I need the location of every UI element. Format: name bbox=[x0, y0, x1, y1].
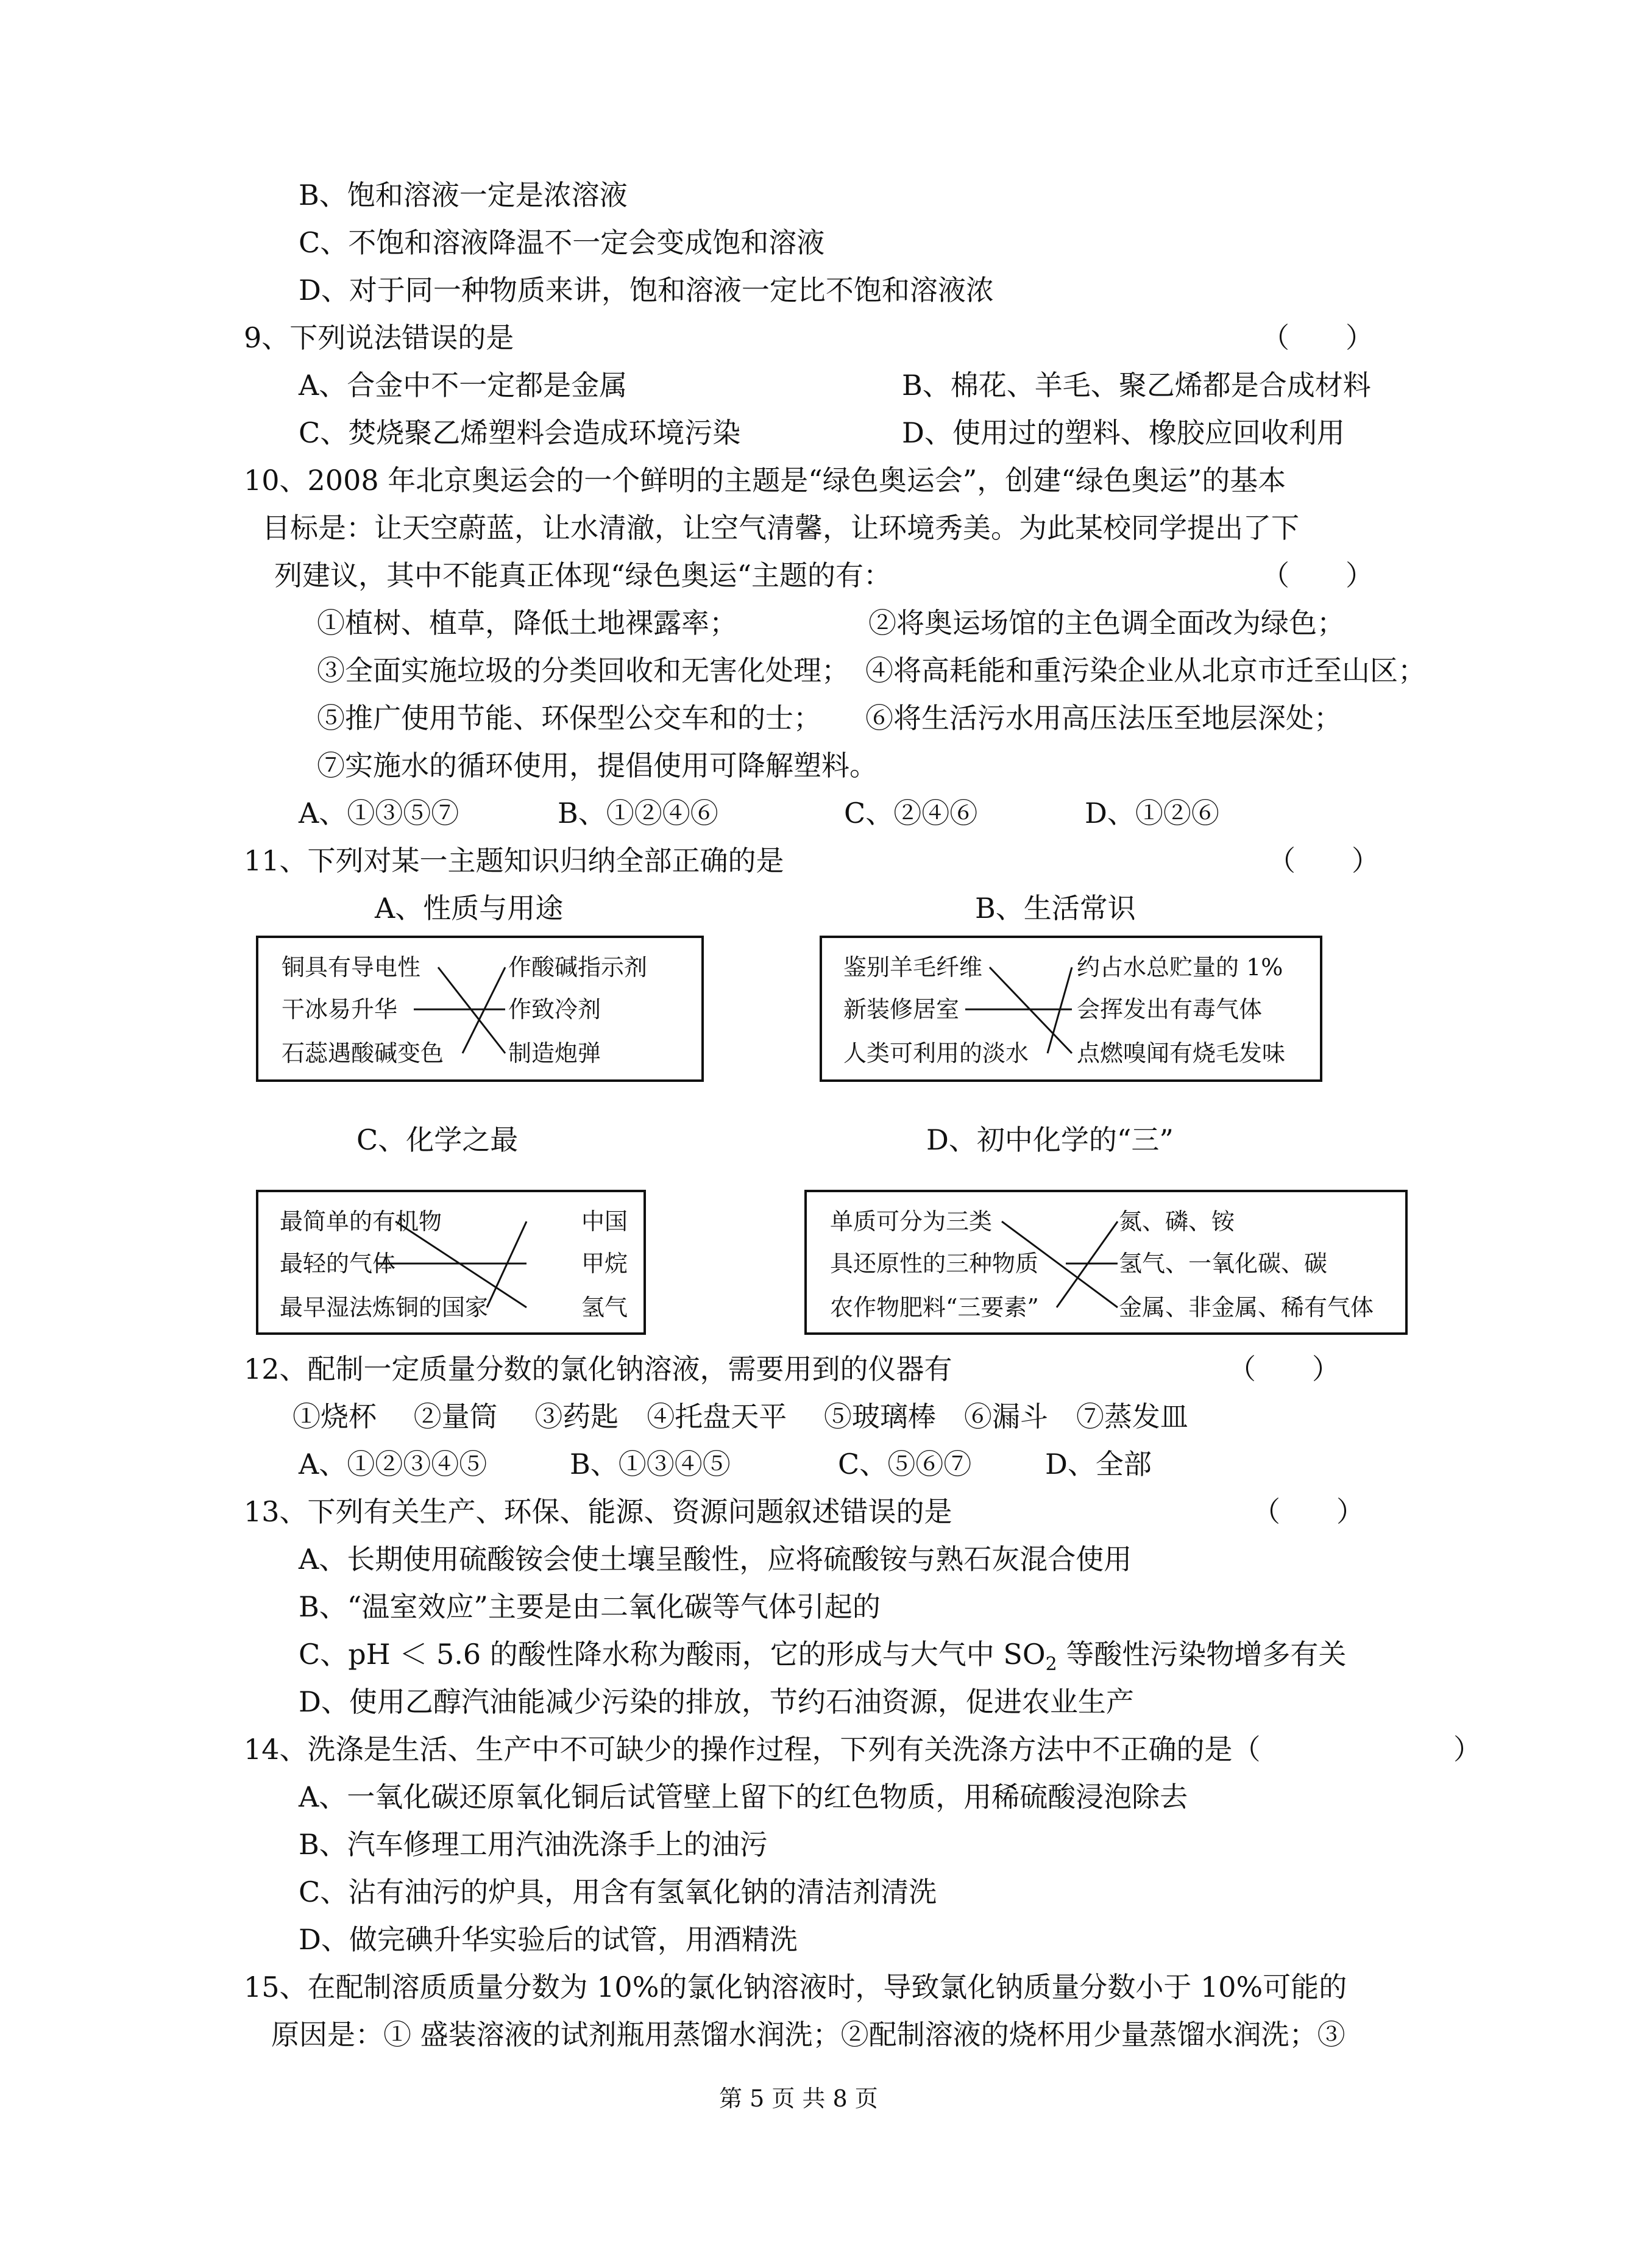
q11-box-b bbox=[820, 936, 1322, 1082]
q11-a-left-1: 铜具有导电性 bbox=[282, 954, 421, 981]
q11-b-right-1: 约占水总贮量的 1% bbox=[1077, 954, 1283, 981]
q9-option-c: C、焚烧聚乙烯塑料会造成环境污染 bbox=[299, 416, 741, 449]
q11-b-left-2: 新装修居室 bbox=[843, 996, 960, 1023]
q13-option-a: A、长期使用硫酸铵会使土壤呈酸性，应将硫酸铵与熟石灰混合使用 bbox=[299, 1543, 1132, 1576]
q10-item-4: ④将高耗能和重污染企业从北京市迁至山区； bbox=[865, 654, 1426, 687]
q10-option-b: B、①②④⑥ bbox=[558, 797, 718, 830]
q10-item-1: ①植树、植草，降低土地裸露率； bbox=[317, 606, 737, 639]
q11-b-left-1: 鉴别羊毛纤维 bbox=[843, 954, 983, 981]
q11-box-d bbox=[804, 1190, 1408, 1335]
q10-option-a: A、①③⑤⑦ bbox=[299, 797, 459, 830]
q9-stem: 9、下列说法错误的是 bbox=[244, 321, 514, 354]
q13-stem: 13、下列有关生产、环保、能源、资源问题叙述错误的是 bbox=[244, 1495, 952, 1528]
q13-option-c bbox=[299, 1636, 1346, 1683]
q10-stem-line3: 列建议，其中不能真正体现“绿色奥运“主题的有： bbox=[274, 559, 892, 592]
q11-box-a-title: A、性质与用途 bbox=[375, 892, 564, 925]
q9-answer-paren: （ ） bbox=[1261, 321, 1374, 354]
q14-option-b: B、汽车修理工用汽油洗涤手上的油污 bbox=[299, 1828, 768, 1861]
q11-d-right-3: 金属、非金属、稀有气体 bbox=[1119, 1294, 1374, 1321]
q11-box-c bbox=[256, 1190, 646, 1335]
q11-b-left-3: 人类可利用的淡水 bbox=[843, 1040, 1029, 1067]
q13-option-c-subscript: 2 bbox=[1045, 1654, 1057, 1676]
q11-box-b-title: B、生活常识 bbox=[975, 892, 1136, 925]
q13-option-c-text-end: 等酸性污染物增多有关 bbox=[1057, 1638, 1347, 1671]
q9-option-b: B、棉花、羊毛、聚乙烯都是合成材料 bbox=[902, 369, 1371, 402]
q9-option-d: D、使用过的塑料、橡胶应回收利用 bbox=[902, 416, 1345, 449]
q14-answer-paren-close: ） bbox=[1453, 1733, 1481, 1766]
q12-stem: 12、配制一定质量分数的氯化钠溶液，需要用到的仪器有 bbox=[244, 1353, 952, 1385]
q11-answer-paren: （ ） bbox=[1268, 844, 1380, 877]
q11-a-left-2: 干冰易升华 bbox=[282, 996, 398, 1023]
q13-option-c-text: C、pH ＜ 5.6 的酸性降水称为酸雨，它的形成与大气中 SO bbox=[299, 1638, 1046, 1671]
q12-option-b: B、①③④⑤ bbox=[570, 1448, 731, 1481]
q11-d-right-2: 氢气、一氧化碳、碳 bbox=[1119, 1250, 1328, 1277]
q8-option-d: D、对于同一种物质来讲，饱和溶液一定比不饱和溶液浓 bbox=[299, 274, 994, 307]
q12-answer-paren: （ ） bbox=[1228, 1353, 1340, 1385]
q11-box-d-title: D、初中化学的“三” bbox=[926, 1123, 1174, 1156]
q12-items: ①烧杯 ②量筒 ③药匙 ④托盘天平 ⑤玻璃棒 ⑥漏斗 ⑦蒸发皿 bbox=[292, 1400, 1188, 1433]
q11-c-left-1: 最简单的有机物 bbox=[280, 1208, 442, 1235]
q11-a-right-1: 作酸碱指示剂 bbox=[508, 954, 648, 981]
q10-item-3: ③全面实施垃圾的分类回收和无害化处理； bbox=[317, 654, 849, 687]
page-footer: 第 5 页 共 8 页 bbox=[719, 2085, 878, 2112]
q11-b-right-2: 会挥发出有毒气体 bbox=[1077, 996, 1263, 1023]
q10-stem-line2: 目标是：让天空蔚蓝，让水清澈，让空气清馨，让环境秀美。为此某校同学提出了下 bbox=[262, 511, 1299, 544]
q14-option-a: A、一氧化碳还原氧化铜后试管壁上留下的红色物质，用稀硫酸浸泡除去 bbox=[299, 1780, 1188, 1813]
q14-option-c: C、沾有油污的炉具，用含有氢氧化钠的清洁剂清洗 bbox=[299, 1875, 937, 1908]
q11-c-left-2: 最轻的气体 bbox=[280, 1250, 396, 1277]
q13-answer-paren: （ ） bbox=[1252, 1495, 1364, 1528]
q10-answer-paren: （ ） bbox=[1261, 559, 1374, 592]
q12-option-a: A、①②③④⑤ bbox=[299, 1448, 488, 1481]
q11-a-right-3: 制造炮弹 bbox=[508, 1040, 601, 1067]
q8-option-b: B、饱和溶液一定是浓溶液 bbox=[299, 179, 628, 212]
q11-stem: 11、下列对某一主题知识归纳全部正确的是 bbox=[244, 844, 784, 877]
q11-box-a bbox=[256, 936, 704, 1082]
q10-option-d: D、①②⑥ bbox=[1085, 797, 1219, 830]
q11-a-right-2: 作致冷剂 bbox=[508, 996, 601, 1023]
q11-d-left-1: 单质可分为三类 bbox=[830, 1208, 993, 1235]
q14-stem: 14、洗涤是生活、生产中不可缺少的操作过程，下列有关洗涤方法中不正确的是（ bbox=[244, 1733, 1261, 1766]
q12-option-d: D、全部 bbox=[1045, 1448, 1152, 1481]
q10-item-2: ②将奥运场馆的主色调全面改为绿色； bbox=[868, 606, 1345, 639]
q10-item-6: ⑥将生活污水用高压法压至地层深处； bbox=[865, 702, 1342, 734]
q11-c-right-3: 氢气 bbox=[581, 1294, 628, 1321]
q11-box-c-title: C、化学之最 bbox=[356, 1123, 519, 1156]
q8-option-c: C、不饱和溶液降温不一定会变成饱和溶液 bbox=[299, 226, 825, 259]
q11-b-right-3: 点燃嗅闻有烧毛发味 bbox=[1077, 1040, 1286, 1067]
q10-item-7: ⑦实施水的循环使用，提倡使用可降解塑料。 bbox=[317, 749, 878, 782]
q11-a-left-3: 石蕊遇酸碱变色 bbox=[282, 1040, 444, 1067]
q14-option-d: D、做完碘升华实验后的试管，用酒精洗 bbox=[299, 1923, 798, 1956]
q11-d-right-1: 氮、磷、铵 bbox=[1119, 1208, 1235, 1235]
q13-option-d: D、使用乙醇汽油能减少污染的排放，节约石油资源，促进农业生产 bbox=[299, 1685, 1134, 1718]
q15-stem-line1: 15、在配制溶质质量分数为 10%的氯化钠溶液时，导致氯化钠质量分数小于 10%可能的 bbox=[244, 1971, 1347, 2003]
q11-c-left-3: 最早湿法炼铜的国家 bbox=[280, 1294, 489, 1321]
q15-stem-line2: 原因是：① 盛装溶液的试剂瓶用蒸馏水润洗；②配制溶液的烧杯用少量蒸馏水润洗；③ bbox=[271, 2018, 1346, 2051]
q10-option-c: C、②④⑥ bbox=[844, 797, 978, 830]
q11-c-right-1: 中国 bbox=[581, 1208, 628, 1235]
q12-option-c: C、⑤⑥⑦ bbox=[838, 1448, 972, 1481]
q10-item-5: ⑤推广使用节能、环保型公交车和的士； bbox=[317, 702, 821, 734]
q11-d-left-3: 农作物肥料“三要素” bbox=[830, 1294, 1039, 1321]
q9-option-a: A、合金中不一定都是金属 bbox=[299, 369, 628, 402]
q11-d-left-2: 具还原性的三种物质 bbox=[830, 1250, 1039, 1277]
q13-option-b: B、“温室效应”主要是由二氧化碳等气体引起的 bbox=[299, 1590, 881, 1623]
q11-c-right-2: 甲烷 bbox=[581, 1250, 628, 1277]
q10-stem-line1: 10、2008 年北京奥运会的一个鲜明的主题是“绿色奥运会”，创建“绿色奥运”的基本 bbox=[244, 464, 1286, 497]
